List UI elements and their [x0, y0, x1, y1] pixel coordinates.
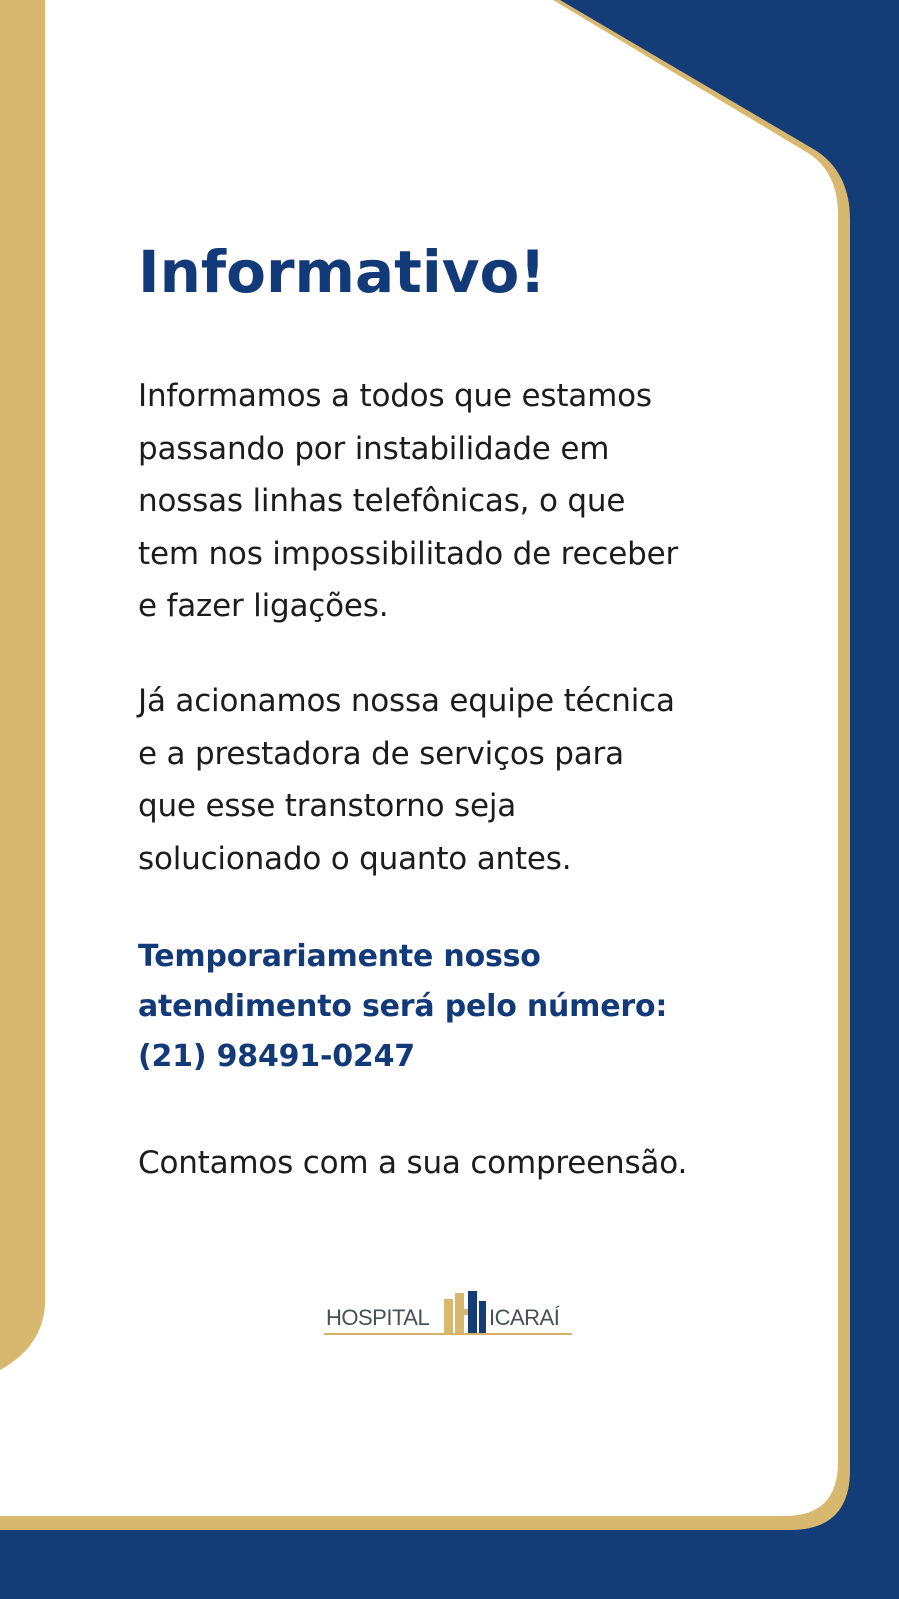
paragraph-line: e a prestadora de serviços para	[138, 735, 624, 772]
highlight-line: atendimento será pelo número:	[138, 989, 668, 1024]
instability-paragraph	[138, 370, 678, 633]
paragraph-line: e fazer ligações.	[138, 588, 389, 624]
logo-text-hospital: HOSPITAL	[326, 1305, 430, 1330]
paragraph-line: solucionado o quanto antes.	[138, 840, 572, 877]
page-title: Informativo!	[138, 238, 546, 306]
highlight-line: Temporariamente nosso	[138, 939, 541, 974]
paragraph-line: Já acionamos nossa equipe técnica	[138, 683, 675, 719]
logo-text-icarai: ICARAÍ	[489, 1305, 560, 1330]
paragraph-line: Informamos a todos que estamos	[138, 378, 652, 414]
paragraph-line: que esse transtorno seja	[138, 788, 517, 824]
paragraph-line: nossas linhas telefônicas, o que	[138, 483, 626, 519]
hospital-logo	[324, 1289, 574, 1345]
phone-number[interactable]: (21) 98491-0247	[138, 1039, 415, 1074]
technical-team-paragraph	[138, 675, 675, 885]
paragraph-line: passando por instabilidade em	[138, 430, 610, 467]
logo-underline	[324, 1333, 572, 1335]
gold-left-strip	[0, 0, 45, 1370]
h-building-icon	[442, 1289, 488, 1335]
closing-text: Contamos com a sua compreensão.	[138, 1145, 688, 1181]
temporary-number-highlight	[138, 932, 667, 1082]
paragraph-line: tem nos impossibilitado de receber	[138, 535, 678, 572]
